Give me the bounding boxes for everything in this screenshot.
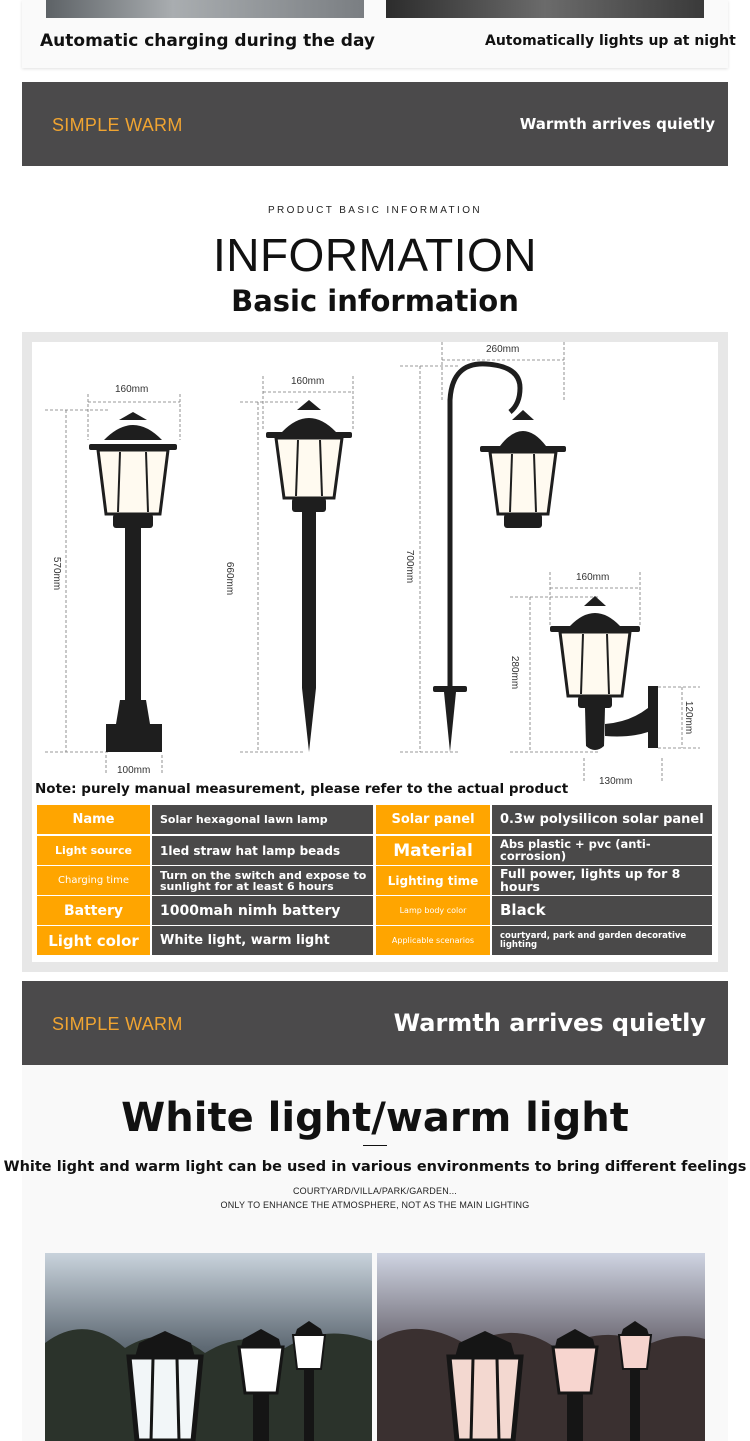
spec-label-name: Name (37, 805, 150, 834)
white-light-photo (45, 1253, 372, 1441)
lamp2-width-dim: 160mm (291, 376, 325, 387)
lamp2-height-dim: 660mm (224, 561, 236, 596)
lamp-2-drawing (266, 400, 352, 752)
spec-label-scenarios: Applicable scenarios (376, 926, 490, 955)
measurement-note: Note: purely manual measurement, please refer to the actual product (35, 781, 569, 797)
info-title: INFORMATION (212, 229, 538, 281)
caption-night: Automatically lights up at night (485, 33, 736, 49)
spec-value-light-source: 1led straw hat lamp beads (152, 836, 373, 865)
spec-value-light-color: White light, warm light (152, 926, 373, 955)
spec-label-charging-time: Charging time (37, 866, 150, 895)
banner-2 (22, 981, 728, 1065)
spec-value-lighting-time: Full power, lights up for 8 hours (492, 866, 712, 895)
spec-label-light-color: Light color (37, 926, 150, 955)
lamp4-depth-dim: 130mm (599, 776, 633, 787)
lamp3-width-dim: 260mm (486, 344, 520, 355)
lamp4-bracket-dim: 120mm (683, 700, 695, 735)
lamp-1-drawing (89, 412, 177, 752)
caption-day: Automatic charging during the day (40, 31, 375, 51)
spec-value-scenarios: courtyard, park and garden decorative lighting (492, 926, 712, 955)
banner-tagline: Warmth arrives quietly (519, 115, 715, 133)
lamp1-width-dim: 160mm (115, 384, 149, 395)
light-section-note-1: COURTYARD/VILLA/PARK/GARDEN... (292, 1186, 458, 1196)
spec-value-lamp-body-color: Black (492, 896, 712, 925)
info-small-heading: PRODUCT BASIC INFORMATION (267, 205, 483, 216)
lamp4-height-dim: 280mm (509, 655, 521, 690)
lamp4-width-dim: 160mm (576, 572, 610, 583)
spec-label-lighting-time: Lighting time (376, 866, 490, 895)
title-underline (363, 1145, 387, 1146)
spec-value-charging-time: Turn on the switch and expose to sunlight for at least 6 hours (152, 866, 373, 895)
spec-value-solar-panel: 0.3w polysilicon solar panel (492, 805, 712, 834)
spec-label-material: Material (376, 836, 490, 865)
lamp3-height-dim: 700mm (404, 549, 416, 584)
info-subtitle: Basic information (231, 284, 519, 318)
lamp1-base-dim: 100mm (117, 765, 151, 776)
banner2-tagline: Warmth arrives quietly (393, 1009, 706, 1037)
light-section-title: White light/warm light (121, 1095, 629, 1141)
lamp1-height-dim: 570mm (51, 556, 63, 591)
warm-light-photo (377, 1253, 705, 1441)
spec-value-battery: 1000mah nimh battery (152, 896, 373, 925)
lamp-3-drawing (433, 364, 566, 752)
banner-brand: SIMPLE WARM (52, 115, 183, 135)
spec-label-lamp-body-color: Lamp body color (376, 896, 490, 925)
spec-value-material: Abs plastic + pvc (anti-corrosion) (492, 836, 712, 865)
spec-label-solar-panel: Solar panel (376, 805, 490, 834)
spec-value-name: Solar hexagonal lawn lamp (152, 805, 373, 834)
lamp-4-drawing (550, 596, 658, 750)
light-section-note-2: ONLY TO ENHANCE THE ATMOSPHERE, NOT AS THE MAIN LIGHTING (220, 1200, 530, 1210)
spec-label-battery: Battery (37, 896, 150, 925)
light-section-subtitle: White light and warm light can be used in various environments to bring different feelings (3, 1159, 747, 1175)
banner2-brand: SIMPLE WARM (52, 1014, 183, 1034)
spec-label-light-source: Light source (37, 836, 150, 865)
